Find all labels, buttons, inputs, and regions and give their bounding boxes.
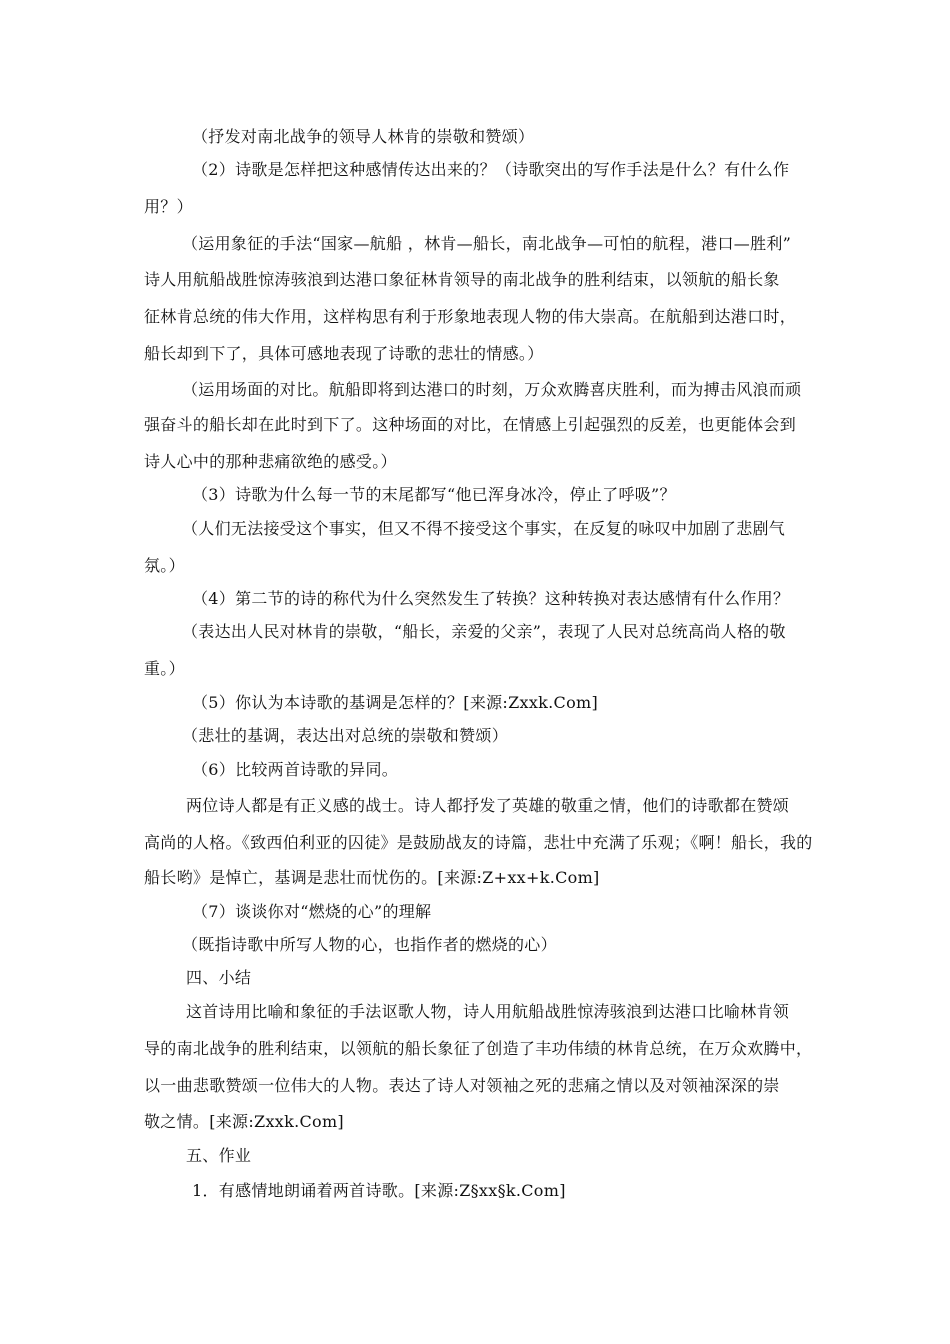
text-line: （悲壮的基调，表达出对总统的崇敬和赞颂）	[182, 726, 509, 745]
text-line: （6）比较两首诗歌的异同。	[192, 760, 399, 779]
text-line: （抒发对南北战争的领导人林肯的崇敬和赞颂）	[192, 127, 535, 146]
text-line: 船长哟》是悼亡，基调是悲壮而忧伤的。[来源:Z+xx+k.Com]	[144, 868, 600, 887]
section-heading: 五、作业	[186, 1146, 252, 1165]
text-line: 以一曲悲歌赞颂一位伟大的人物。表达了诗人对领袖之死的悲痛之情以及对领袖深深的崇	[144, 1076, 780, 1095]
text-line: 强奋斗的船长却在此时到下了。这种场面的对比，在情感上引起强烈的反差，也更能体会到	[144, 415, 797, 434]
text-line: 敬之情。[来源:Zxxk.Com]	[144, 1112, 344, 1131]
text-line: （人们无法接受这个事实，但又不得不接受这个事实，在反复的咏叹中加剧了悲剧气	[182, 519, 786, 538]
text-line: 船长却到下了，具体可感地表现了诗歌的悲壮的情感。）	[144, 344, 544, 363]
text-line: （既指诗歌中所写人物的心，也指作者的燃烧的心）	[182, 935, 557, 954]
text-line: 用？）	[144, 197, 193, 216]
text-line: 诗人用航船战胜惊涛骇浪到达港口象征林肯领导的南北战争的胜利结束，以领航的船长象	[144, 270, 780, 289]
text-line: 重。）	[144, 659, 185, 678]
text-line: （2）诗歌是怎样把这种感情传达出来的？（诗歌突出的写作手法是什么？有什么作	[192, 160, 790, 179]
text-line: 导的南北战争的胜利结束，以领航的船长象征了创造了丰功伟绩的林肯总统，在万众欢腾中，	[144, 1039, 813, 1058]
text-line: 这首诗用比喻和象征的手法讴歌人物，诗人用航船战胜惊涛骇浪到达港口比喻林肯领	[186, 1002, 790, 1021]
text-line: （运用场面的对比。航船即将到达港口的时刻，万众欢腾喜庆胜利，而为搏击风浪而顽	[182, 380, 802, 399]
text-line: 1．有感情地朗诵着两首诗歌。[来源:Z§xx§k.Com]	[192, 1181, 566, 1200]
text-line: （4）第二节的诗的称代为什么突然发生了转换？这种转换对表达感情有什么作用？	[192, 589, 790, 608]
text-line: 诗人心中的那种悲痛欲绝的感受。）	[144, 452, 397, 471]
text-line: （运用象征的手法“国家—航船 ，林肯—船长，南北战争—可怕的航程，港口—胜利”	[182, 234, 792, 253]
text-line: 两位诗人都是有正义感的战士。诗人都抒发了英雄的敬重之情，他们的诗歌都在赞颂	[186, 796, 790, 815]
text-line: （7）谈谈你对“燃烧的心”的理解	[192, 902, 432, 921]
text-line: （5）你认为本诗歌的基调是怎样的？[来源:Zxxk.Com]	[192, 693, 599, 712]
text-line: （3）诗歌为什么每一节的末尾都写“他已浑身冰冷，停止了呼吸”？	[192, 485, 676, 504]
text-line: （表达出人民对林肯的崇敬，“船长，亲爱的父亲”，表现了人民对总统高尚人格的敬	[182, 622, 786, 641]
text-line: 高尚的人格。《致西伯利亚的囚徒》是鼓励战友的诗篇，悲壮中充满了乐观；《啊！船长，我的	[144, 833, 813, 852]
section-heading: 四、小结	[186, 968, 252, 987]
text-line: 氛。）	[144, 556, 185, 575]
text-line: 征林肯总统的伟大作用，这样构思有利于形象地表现人物的伟大崇高。在航船到达港口时，	[144, 307, 797, 326]
